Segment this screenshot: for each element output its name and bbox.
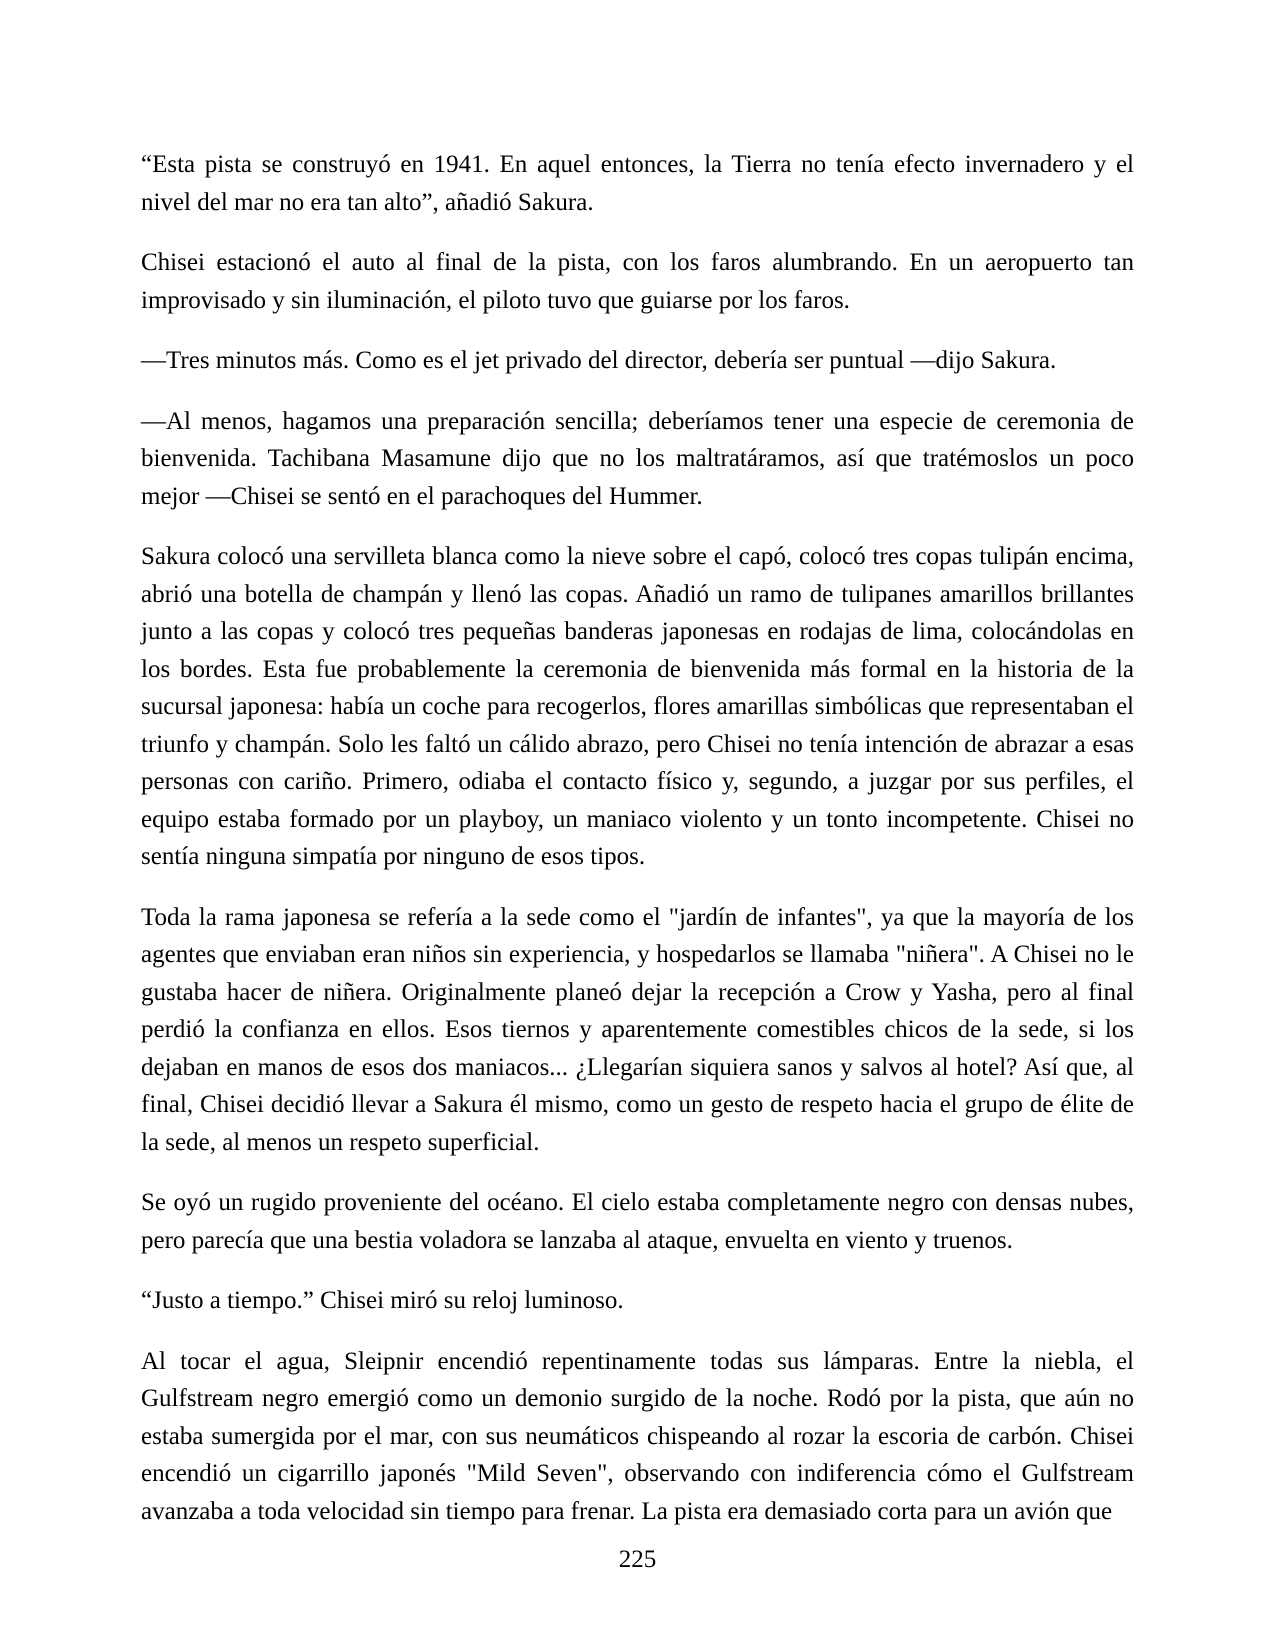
paragraph: —Al menos, hagamos una preparación sencilla; deberíamos tener una especie de ceremonia de bienvenida. Tachibana Masamune dijo que no los maltratáramos, así que tratémoslos un poco mejor —Chisei se sentó en el parachoques del Hummer. — [141, 407, 1134, 510]
page-number: 225 — [618, 1546, 657, 1573]
paragraph: Al tocar el agua, Sleipnir encendió repentinamente todas sus lámparas. Entre la niebla, el Gulfstream negro emergió como un demonio surgido de la noche. Rodó por la pista, que aún no estaba sumergida por el mar, con sus neumáticos chispeando al rozar la escoria de carbón. Chisei encendió un cigarrillo japonés "Mild Seven", observando con indiferencia cómo el Gulfstream avanzaba a toda velocidad sin tiempo para frenar. La pista era demasiado corta para un avión que — [141, 1347, 1134, 1525]
page-text-block — [141, 146, 1134, 1530]
paragraph: Chisei estacionó el auto al final de la pista, con los faros alumbrando. En un aeropuerto tan improvisado y sin iluminación, el piloto tuvo que guiarse por los faros. — [141, 249, 1134, 314]
paragraph: —Tres minutos más. Como es el jet privado del director, debería ser puntual —dijo Sakura. — [141, 347, 1057, 374]
paragraph: Toda la rama japonesa se refería a la sede como el "jardín de infantes", ya que la mayoría de los agentes que enviaban eran niños sin experiencia, y hospedarlos se llamaba "niñera". A Chisei no le gustaba hacer de niñera. Originalmente planeó dejar la recepción a Crow y Yasha, pero al final perdió la confianza en ellos. Esos tiernos y aparentemente comestibles chicos de la sede, si los dejaban en manos de esos dos maniacos... ¿Llegarían siquiera sanos y salvos al hotel? Así que, al final, Chisei decidió llevar a Sakura él mismo, como un gesto de respeto hacia el grupo de élite de la sede, al menos un respeto superficial. — [141, 903, 1134, 1156]
paragraph: Se oyó un rugido proveniente del océano. El cielo estaba completamente negro con densas nubes, pero parecía que una bestia voladora se lanzaba al ataque, envuelta en viento y truenos. — [141, 1189, 1134, 1254]
paragraph: “Justo a tiempo.” Chisei miró su reloj luminoso. — [141, 1287, 624, 1314]
paragraph: Sakura colocó una servilleta blanca como la nieve sobre el capó, colocó tres copas tulipán encima, abrió una botella de champán y llenó las copas. Añadió un ramo de tulipanes amarillos brillantes junto a las copas y colocó tres pequeñas banderas japonesas en rodajas de lima, colocándolas en los bordes. Esta fue probablemente la ceremonia de bienvenida más formal en la historia de la sucursal japonesa: había un coche para recogerlos, flores amarillas simbólicas que representaban el triunfo y champán. Solo les faltó un cálido abrazo, pero Chisei no tenía intención de abrazar a esas personas con cariño. Primero, odiaba el contacto físico y, segundo, a juzgar por sus perfiles, el equipo estaba formado por un playboy, un maniaco violento y un tonto incompetente. Chisei no sentía ninguna simpatía por ninguno de esos tipos. — [141, 543, 1134, 870]
paragraph: “Esta pista se construyó en 1941. En aquel entonces, la Tierra no tenía efecto invernadero y el nivel del mar no era tan alto”, añadió Sakura. — [141, 151, 1134, 216]
